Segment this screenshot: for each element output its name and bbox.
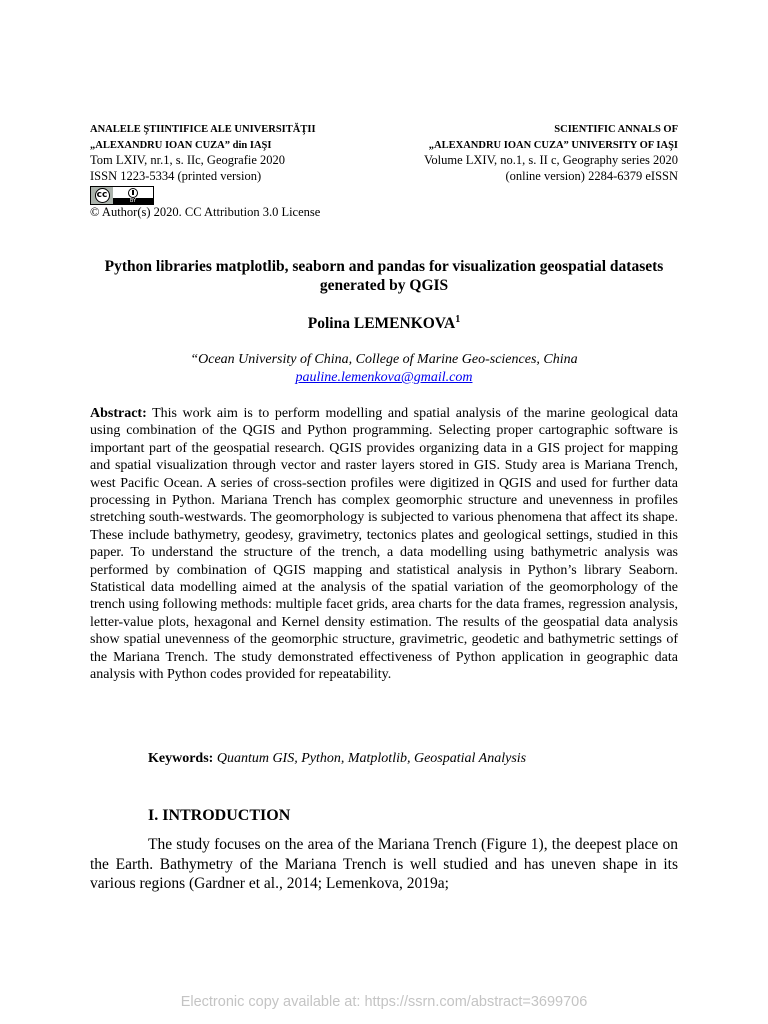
abstract (90, 405, 678, 684)
journal-header-right (424, 122, 678, 184)
by-label: BY (113, 198, 153, 204)
author-email-link[interactable]: pauline.lemenkova@gmail.com (295, 370, 473, 385)
journal-header-left (90, 122, 320, 221)
journal-name-ro-line1: ANALELE ŞTIINTIFICE ALE UNIVERSITĂŢII (90, 124, 316, 135)
section-heading-introduction: I. INTRODUCTION (148, 807, 291, 824)
keywords-values: Quantum GIS, Python, Matplotlib, Geospatial Analysis (216, 751, 527, 766)
journal-volume-en: Volume LXIV, no.1, s. II c, Geography series 2020 (423, 153, 678, 167)
affiliation: “Ocean University of China, College of Marine Geo-sciences, China (190, 352, 578, 367)
author-line (90, 314, 678, 333)
keywords-label: Keywords: (148, 751, 214, 766)
introduction-paragraph: The study focuses on the area of the Mariana Trench (Figure 1), the deepest place on the Earth. Bathymetry of the Mariana Trench is well studied and has uneven shape in its various regions (Gardner et al., 2014; Lemenkova, 2019a; (90, 836, 678, 892)
author-superscript: 1 (455, 314, 461, 325)
abstract-label: Abstract: (90, 406, 147, 421)
ssrn-footer: Electronic copy available at: https://ssrn.com/abstract=3699706 (180, 994, 588, 1010)
cc-by-license-icon (90, 186, 154, 205)
journal-eissn: (online version) 2284-6379 eISSN (505, 168, 678, 183)
journal-name-ro-line2: „ALEXANDRU IOAN CUZA” din IAŞI (90, 139, 272, 151)
paper-title: Python libraries matplotlib, seaborn and pandas for visualization geospatial datasets generated by QGIS (104, 258, 664, 294)
cc-icon: cc (95, 188, 110, 203)
abstract-text: This work aim is to perform modelling and spatial analysis of the marine geological data using combination of the QGIS and Python programming. Selecting proper cartographic software is important part of the geospatial research. QGIS provides organizing data in a GIS project for mapping and spatial visualization through vector and raster layers stored in GIS. Study area is Mariana Trench, west Pacific Ocean. A series of cross-section profiles were digitized in QGIS and used for further data processing in Python. Mariana Trench has complex geomorphic structure and unevenness in profiles stretching south-westwards. The geomorphology is subjected to various phenomena that affect its shape. These include bathymetry, geodesy, gravimetry, tectonics plates and geological settings, studied in this paper. To understand the structure of the trench, a data modelling using bathymetric analysis was performed by combination of QGIS mapping and statistical analysis in Python’s library Seaborn. Statistical data modelling aimed at the analysis of the spatial variation of the geomorphology of the trench using following methods: multiple facet grids, area charts for the data frames, regression analysis, letter-value plots, hexagonal and Kernel density estimation. The results of the geospatial data analysis show spatial unevenness of the geomorphic structure, gravimetric, geodetic and bathymetric settings of the Mariana Trench. The study demonstrated effectiveness of Python application in geographic data analysis with Python codes provided for repeatability. (90, 406, 678, 683)
keywords-line (148, 751, 526, 767)
attribution-person-icon (128, 188, 138, 198)
license-text: © Author(s) 2020. CC Attribution 3.0 License (90, 205, 321, 219)
journal-name-en-line1: SCIENTIFIC ANNALS OF (554, 124, 678, 135)
author-name: Polina LEMENKOVA (307, 315, 456, 333)
journal-name-en-line2: „ALEXANDRU IOAN CUZA” UNIVERSITY OF IAŞI (428, 139, 678, 151)
affiliation-block (90, 351, 678, 387)
journal-volume-ro: Tom LXIV, nr.1, s. IIc, Geografie 2020 (90, 153, 286, 167)
journal-issn: ISSN 1223-5334 (printed version) (90, 168, 262, 183)
